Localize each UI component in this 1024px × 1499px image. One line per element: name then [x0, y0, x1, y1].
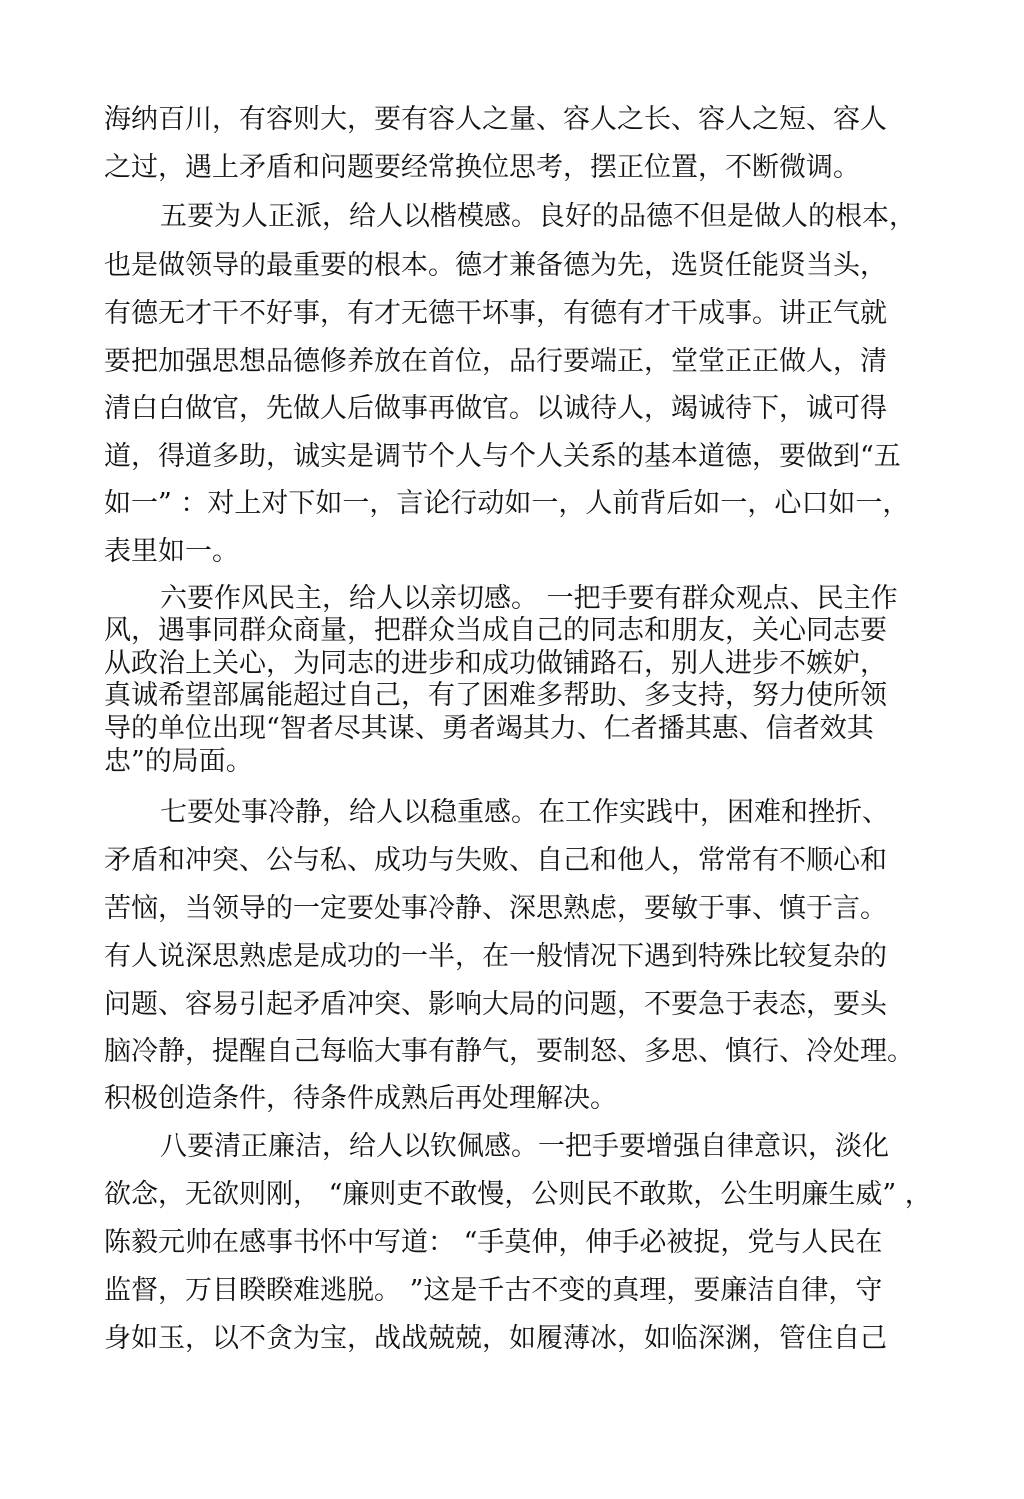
text-line: 清白白做官，先做人后做事再做官。以诚待人，竭诚待下，诚可得: [104, 393, 887, 424]
text-line: 忠”的局面。: [104, 746, 253, 777]
paragraph-start-line: 七要处事冷静，给人以稳重感。在工作实践中，困难和挫折、: [160, 797, 889, 828]
text-line: 之过，遇上矛盾和问题要经常换位思考，摆正位置，不断微调。: [104, 152, 860, 183]
text-line: 海纳百川，有容则大，要有容人之量、容人之长、容人之短、容人: [104, 104, 887, 135]
paragraph-start-line: 五要为人正派，给人以楷模感。良好的品德不但是做人的根本，: [160, 201, 916, 232]
text-line: 从政治上关心，为同志的进步和成功做铺路石，别人进步不嫉妒，: [104, 648, 887, 679]
text-line: 也是做领导的最重要的根本。德才兼备德为先，选贤任能贤当头，: [104, 250, 887, 281]
text-line: 积极创造条件，待条件成熟后再处理解决。: [104, 1083, 617, 1114]
text-line: 陈毅元帅在感事书怀中写道： “手莫伸，伸手必被捉，党与人民在: [104, 1227, 883, 1258]
paragraph-start-line: 八要清正廉洁，给人以钦佩感。一把手要增强自律意识，淡化: [160, 1131, 889, 1162]
text-line: 如一” ：对上对下如一，言论行动如一，人前背后如一，心口如一，: [104, 488, 910, 519]
paragraph-start-line: 六要作风民主，给人以亲切感。 一把手要有群众观点、民主作: [160, 583, 898, 614]
text-line: 要把加强思想品德修养放在首位，品行要端正，堂堂正正做人，清: [104, 346, 887, 377]
text-line: 欲念，无欲则刚， “廉则吏不敢慢，公则民不敢欺，公生明廉生威” ，: [104, 1179, 932, 1210]
text-line: 监督，万目睽睽难逃脱。 ”这是千古不变的真理，要廉洁自律，守: [104, 1275, 883, 1306]
text-line: 身如玉，以不贪为宝，战战兢兢，如履薄冰，如临深渊，管住自己: [104, 1323, 887, 1354]
text-line: 有人说深思熟虑是成功的一半，在一般情况下遇到特殊比较复杂的: [104, 941, 887, 972]
text-line: 真诚希望部属能超过自己，有了困难多帮助、多支持，努力使所领: [104, 680, 887, 711]
text-line: 道，得道多助，诚实是调节个人与个人关系的基本道德，要做到“五: [104, 441, 901, 472]
text-line: 导的单位出现“智者尽其谋、勇者竭其力、仁者播其惠、信者效其: [104, 713, 874, 744]
text-line: 风，遇事同群众商量，把群众当成自己的同志和朋友，关心同志要: [104, 615, 887, 646]
text-line: 矛盾和冲突、公与私、成功与失败、自己和他人，常常有不顺心和: [104, 845, 887, 876]
text-line: 表里如一。: [104, 536, 239, 567]
text-line: 问题、容易引起矛盾冲突、影响大局的问题，不要急于表态，要头: [104, 989, 887, 1020]
text-line: 有德无才干不好事，有才无德干坏事，有德有才干成事。讲正气就: [104, 298, 887, 329]
text-line: 苦恼，当领导的一定要处事冷静、深思熟虑，要敏于事、慎于言。: [104, 893, 887, 924]
text-line: 脑冷静，提醒自己每临大事有静气，要制怒、多思、慎行、冷处理。: [104, 1036, 914, 1067]
